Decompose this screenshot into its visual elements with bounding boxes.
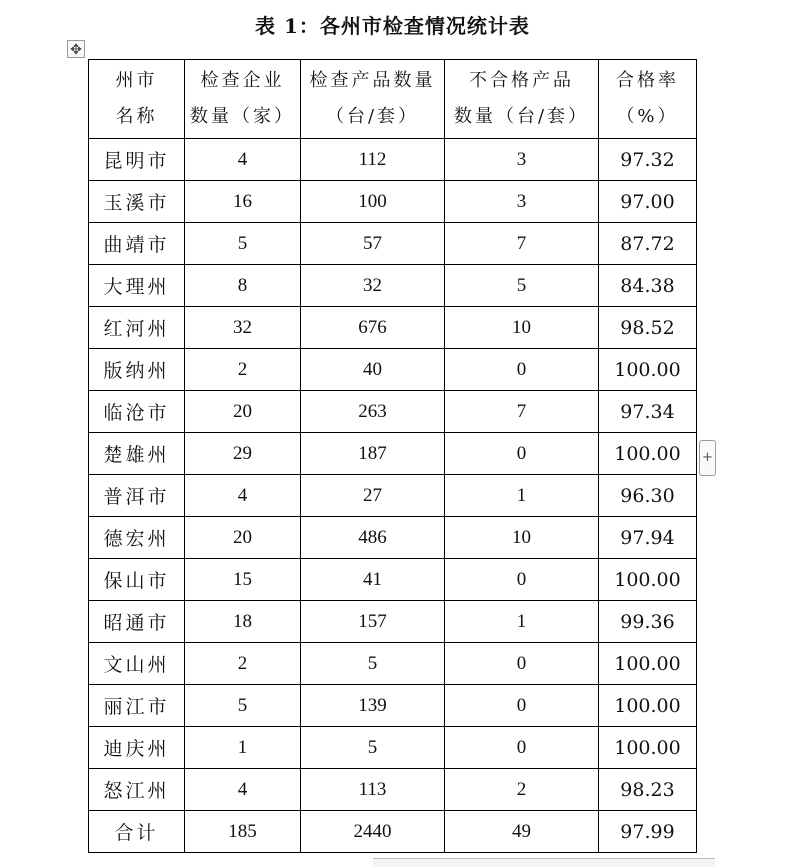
failed-count-cell: 1 xyxy=(445,475,599,517)
product-count-cell: 187 xyxy=(301,433,445,475)
failed-count-cell: 7 xyxy=(445,223,599,265)
pass-rate-cell: 98.23 xyxy=(599,769,697,811)
product-count-cell: 57 xyxy=(301,223,445,265)
city-cell: 楚雄州 xyxy=(89,433,185,475)
enterprise-count-cell: 4 xyxy=(185,475,301,517)
product-count-cell: 27 xyxy=(301,475,445,517)
header-failed-count: 不合格产品 数量（台/套） xyxy=(445,60,599,139)
product-count-cell: 263 xyxy=(301,391,445,433)
pass-rate-cell: 97.32 xyxy=(599,139,697,181)
product-count-cell: 5 xyxy=(301,727,445,769)
failed-count-cell: 1 xyxy=(445,601,599,643)
failed-count-cell: 7 xyxy=(445,391,599,433)
failed-count-cell: 0 xyxy=(445,685,599,727)
table-row xyxy=(89,727,697,769)
table-row xyxy=(89,181,697,223)
header-enterprise-count: 检查企业 数量（家） xyxy=(185,60,301,139)
product-count-cell: 41 xyxy=(301,559,445,601)
pass-rate-cell: 96.30 xyxy=(599,475,697,517)
failed-count-cell: 0 xyxy=(445,727,599,769)
failed-count-cell: 10 xyxy=(445,307,599,349)
enterprise-count-cell: 15 xyxy=(185,559,301,601)
pass-rate-cell: 100.00 xyxy=(599,349,697,391)
city-cell: 红河州 xyxy=(89,307,185,349)
city-cell: 昭通市 xyxy=(89,601,185,643)
table-row xyxy=(89,265,697,307)
city-cell: 合计 xyxy=(89,811,185,853)
product-count-cell: 139 xyxy=(301,685,445,727)
product-count-cell: 486 xyxy=(301,517,445,559)
total-row xyxy=(89,811,697,853)
product-count-cell: 112 xyxy=(301,139,445,181)
product-count-cell: 113 xyxy=(301,769,445,811)
pass-rate-cell: 99.36 xyxy=(599,601,697,643)
enterprise-count-cell: 8 xyxy=(185,265,301,307)
product-count-cell: 100 xyxy=(301,181,445,223)
failed-count-cell: 0 xyxy=(445,643,599,685)
city-cell: 文山州 xyxy=(89,643,185,685)
failed-count-cell: 0 xyxy=(445,349,599,391)
failed-count-cell: 2 xyxy=(445,769,599,811)
city-cell: 玉溪市 xyxy=(89,181,185,223)
move-arrows-icon: ✥ xyxy=(70,42,82,58)
city-cell: 昆明市 xyxy=(89,139,185,181)
table-row xyxy=(89,517,697,559)
failed-count-cell: 10 xyxy=(445,517,599,559)
header-pass-rate: 合格率 （%） xyxy=(599,60,697,139)
table-row xyxy=(89,559,697,601)
add-column-button[interactable] xyxy=(699,440,716,476)
failed-count-cell: 49 xyxy=(445,811,599,853)
product-count-cell: 5 xyxy=(301,643,445,685)
city-cell: 临沧市 xyxy=(89,391,185,433)
header-city: 州市 名称 xyxy=(89,60,185,139)
enterprise-count-cell: 16 xyxy=(185,181,301,223)
enterprise-count-cell: 20 xyxy=(185,391,301,433)
header-product-count: 检查产品数量 （台/套） xyxy=(301,60,445,139)
pass-rate-cell: 100.00 xyxy=(599,727,697,769)
table-row xyxy=(89,643,697,685)
pass-rate-cell: 100.00 xyxy=(599,643,697,685)
city-cell: 迪庆州 xyxy=(89,727,185,769)
enterprise-count-cell: 4 xyxy=(185,769,301,811)
city-cell: 版纳州 xyxy=(89,349,185,391)
enterprise-count-cell: 20 xyxy=(185,517,301,559)
pass-rate-cell: 100.00 xyxy=(599,559,697,601)
failed-count-cell: 5 xyxy=(445,265,599,307)
product-count-cell: 2440 xyxy=(301,811,445,853)
failed-count-cell: 0 xyxy=(445,559,599,601)
product-count-cell: 40 xyxy=(301,349,445,391)
enterprise-count-cell: 32 xyxy=(185,307,301,349)
pass-rate-cell: 97.99 xyxy=(599,811,697,853)
table-row xyxy=(89,223,697,265)
city-cell: 大理州 xyxy=(89,265,185,307)
enterprise-count-cell: 2 xyxy=(185,643,301,685)
city-cell: 怒江州 xyxy=(89,769,185,811)
enterprise-count-cell: 18 xyxy=(185,601,301,643)
table-move-handle[interactable] xyxy=(67,40,85,58)
enterprise-count-cell: 2 xyxy=(185,349,301,391)
city-cell: 曲靖市 xyxy=(89,223,185,265)
pass-rate-cell: 97.94 xyxy=(599,517,697,559)
enterprise-count-cell: 5 xyxy=(185,223,301,265)
enterprise-count-cell: 29 xyxy=(185,433,301,475)
enterprise-count-cell: 5 xyxy=(185,685,301,727)
table-title: 表 1：各州市检查情况统计表 xyxy=(255,14,530,38)
table-row xyxy=(89,433,697,475)
pass-rate-cell: 87.72 xyxy=(599,223,697,265)
pass-rate-cell: 98.52 xyxy=(599,307,697,349)
failed-count-cell: 0 xyxy=(445,433,599,475)
failed-count-cell: 3 xyxy=(445,139,599,181)
city-cell: 普洱市 xyxy=(89,475,185,517)
pass-rate-cell: 84.38 xyxy=(599,265,697,307)
table-row xyxy=(89,307,697,349)
city-cell: 丽江市 xyxy=(89,685,185,727)
city-cell: 保山市 xyxy=(89,559,185,601)
table-header-row xyxy=(89,60,697,139)
city-cell: 德宏州 xyxy=(89,517,185,559)
product-count-cell: 157 xyxy=(301,601,445,643)
table-row xyxy=(89,391,697,433)
enterprise-count-cell: 4 xyxy=(185,139,301,181)
enterprise-count-cell: 1 xyxy=(185,727,301,769)
product-count-cell: 676 xyxy=(301,307,445,349)
statistics-table xyxy=(88,59,697,853)
pass-rate-cell: 97.34 xyxy=(599,391,697,433)
plus-icon: + xyxy=(702,450,713,465)
pass-rate-cell: 100.00 xyxy=(599,433,697,475)
table-row xyxy=(89,349,697,391)
table-row xyxy=(89,685,697,727)
product-count-cell: 32 xyxy=(301,265,445,307)
failed-count-cell: 3 xyxy=(445,181,599,223)
table-row xyxy=(89,601,697,643)
table-row xyxy=(89,475,697,517)
enterprise-count-cell: 185 xyxy=(185,811,301,853)
pass-rate-cell: 97.00 xyxy=(599,181,697,223)
table-row xyxy=(89,769,697,811)
table-row xyxy=(89,139,697,181)
pass-rate-cell: 100.00 xyxy=(599,685,697,727)
